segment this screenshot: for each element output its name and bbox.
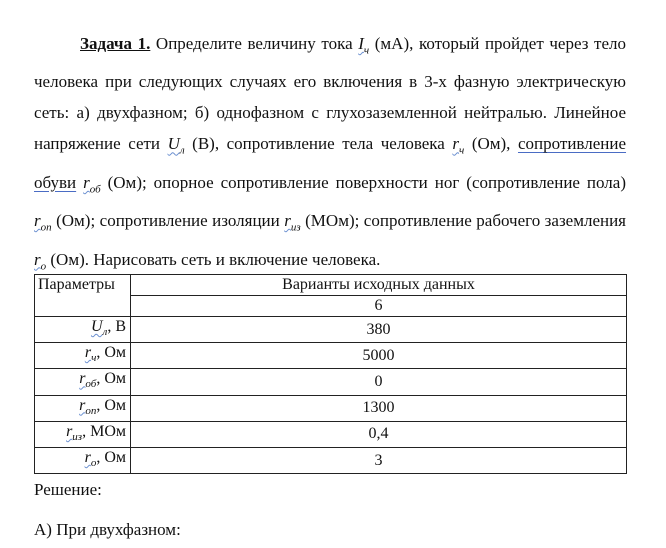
value-cell: 0,4 bbox=[131, 421, 627, 447]
task-paragraph bbox=[34, 28, 626, 282]
value-cell: 5000 bbox=[131, 343, 627, 369]
task-text-9: (Ом). Нарисовать сеть и включение человека. bbox=[46, 249, 381, 269]
table-row bbox=[35, 369, 627, 395]
table-row bbox=[35, 395, 627, 421]
param-cell: $r_{об}$, Ом bbox=[35, 369, 131, 395]
shoe-resistance-symbol: $r_{об}$ bbox=[83, 172, 101, 196]
task-text-4: (Ом), bbox=[464, 134, 518, 154]
param-cell: $r_ч$, Ом bbox=[35, 343, 131, 369]
value-cell: 1300 bbox=[131, 395, 627, 421]
table-row bbox=[35, 447, 627, 473]
task-text-8: (МОм); сопротивление рабочего заземления bbox=[300, 211, 627, 231]
param-cell: $r_{оп}$, Ом bbox=[35, 395, 131, 421]
variant-number: 6 bbox=[131, 296, 627, 317]
solution-heading: Решение: bbox=[34, 480, 102, 499]
voltage-symbol: $U_л$ bbox=[167, 134, 185, 157]
parameters-table bbox=[34, 274, 627, 474]
task-text-2: (мА), который пройдет через тело человека при следующих случаях его включения в 3-х фазную электрическую сеть: а) двухфазном; б) однофазном с глухозаземленной нейтралью. Линейное напряжение сети bbox=[34, 34, 626, 154]
table-header-row bbox=[35, 275, 627, 296]
shoe-resistance-text: сопротивление обуви bbox=[34, 134, 627, 192]
value-cell: 380 bbox=[131, 317, 627, 343]
current-symbol: $I_ч$ bbox=[358, 34, 370, 57]
table-row bbox=[35, 343, 627, 369]
body-resistance-symbol: $r_ч$ bbox=[452, 134, 465, 157]
param-cell: $U_л$, В bbox=[35, 317, 131, 343]
header-variants: Варианты исходных данных bbox=[131, 275, 627, 296]
subsection-heading: А) При двухфазном: bbox=[34, 520, 181, 539]
table-row bbox=[35, 317, 627, 343]
grounding-resistance-symbol: $r_о$ bbox=[34, 249, 47, 272]
table-row bbox=[35, 421, 627, 447]
task-label: Задача 1. bbox=[80, 34, 151, 53]
task-text-7: (Ом); сопротивление изоляции bbox=[51, 211, 285, 231]
insulation-resistance-symbol: $r_{из}$ bbox=[284, 211, 301, 234]
task-text-3: (В), сопротивление тела человека bbox=[184, 134, 453, 154]
task-text-6: (Ом); опорное сопротивление поверхности ног (сопротивление пола) bbox=[100, 172, 626, 192]
task-text-1: Определите величину тока bbox=[150, 34, 359, 53]
param-cell: $r_{из}$, МОм bbox=[35, 421, 131, 447]
floor-resistance-symbol: $r_{оп}$ bbox=[34, 211, 52, 234]
param-cell: $r_о$, Ом bbox=[35, 447, 131, 473]
value-cell: 0 bbox=[131, 369, 627, 395]
value-cell: 3 bbox=[131, 447, 627, 473]
header-parameters: Параметры bbox=[35, 275, 131, 317]
